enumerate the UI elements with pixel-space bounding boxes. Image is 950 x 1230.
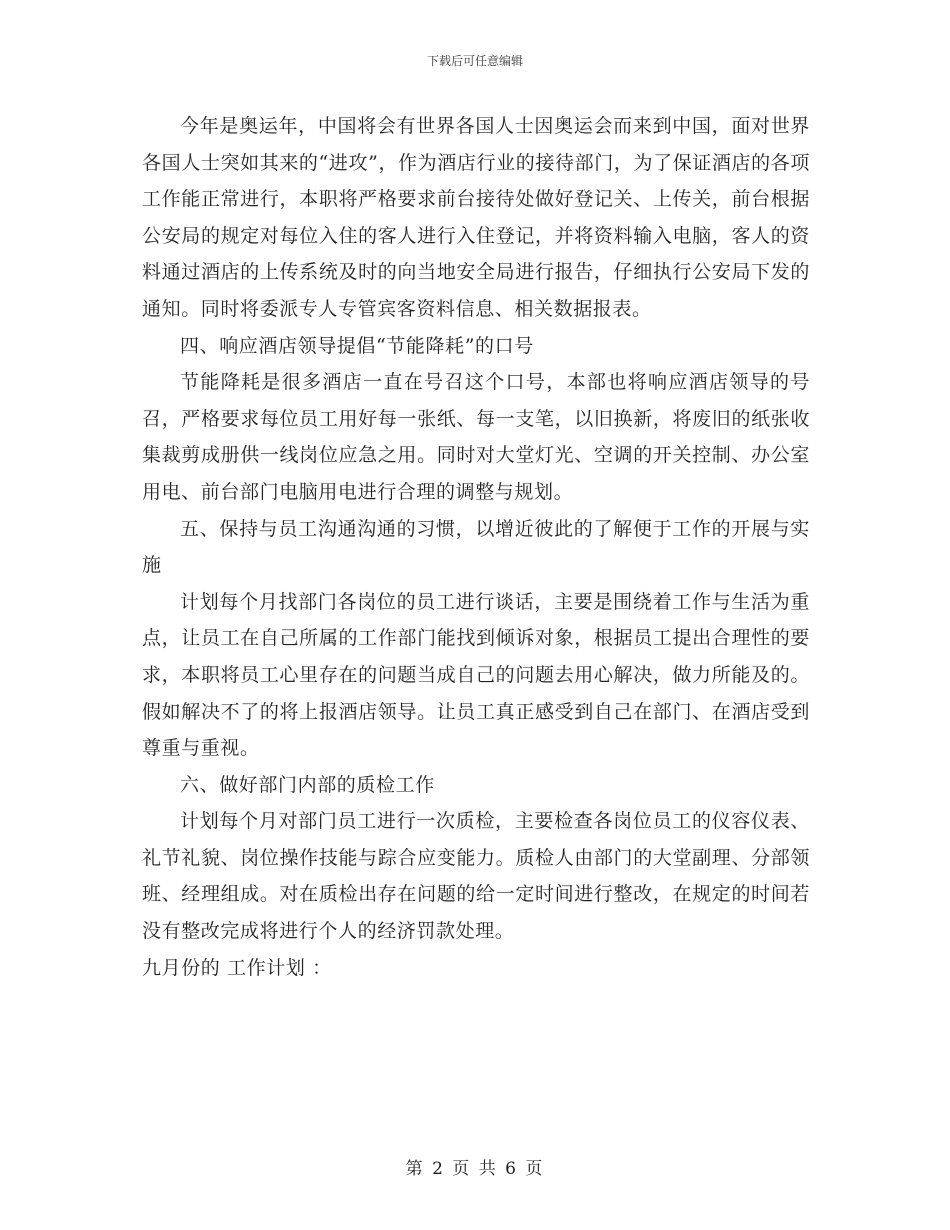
section-heading-staff-communication: 五、保持与员工沟通沟通的习惯，以增近彼此的了解便于工作的开展与实施 <box>142 517 810 577</box>
paragraph-energy-saving: 节能降耗是很多酒店一直在号召这个口号，本部也将响应酒店领导的号召，严格要求每位员工用好每一张纸、每一支笔，以旧换新，将废旧的纸张收集裁剪成册供一线岗位应急之用。同时对大堂灯光、空调的开关控制、办公室用电、前台部门电脑用电进行合理的调整与规划。 <box>142 371 810 503</box>
paragraph-olympics-registration: 今年是奥运年，中国将会有世界各国人士因奥运会而来到中国，面对世界各国人士突如其来的“进攻”，作为酒店行业的接待部门，为了保证酒店的各项工作能正常进行，本职将严格要求前台接待处做好登记关、上传关，前台根据公安局的规定对每位入住的客人进行入住登记，并将资料输入电脑，客人的资料通过酒店的上传系统及时的向当地安全局进行报告，仔细执行公安局下发的通知。同时将委派专人专管宾客资料信息、相关数据报表。 <box>142 115 810 320</box>
paragraph-quality-inspection: 计划每个月对部门员工进行一次质检，主要检查各岗位员工的仪容仪表、礼节礼貌、岗位操作技能与踪合应变能力。质检人由部门的大堂副理、分部领班、经理组成。对在质检出存在问题的给一定时间进行整改，在规定的时间若没有整改完成将进行个人的经济罚款处理。 <box>142 810 810 943</box>
page-number-footer: 第 2 页 共 6 页 <box>405 1159 545 1179</box>
paragraph-staff-communication: 计划每个月找部门各岗位的员工进行谈话，主要是围绕着工作与生活为重点，让员工在自己所属的工作部门能找到倾诉对象，根据员工提出合理性的要求，本职将员工心里存在的问题当成自己的问题去用心解决，做力所能及的。假如解决不了的将上报酒店领导。让员工真正感受到自己在部门、在酒店受到尊重与重视。 <box>142 590 810 760</box>
page-header: 下载后可任意编辑 <box>426 54 523 68</box>
section-heading-quality-inspection: 六、做好部门内部的质检工作 <box>180 773 435 796</box>
closing-line-september-plan: 九月份的 工作计划 ： <box>142 956 332 979</box>
section-heading-energy-saving: 四、响应酒店领导提倡“节能降耗”的口号 <box>180 334 534 357</box>
document-body <box>142 108 810 986</box>
